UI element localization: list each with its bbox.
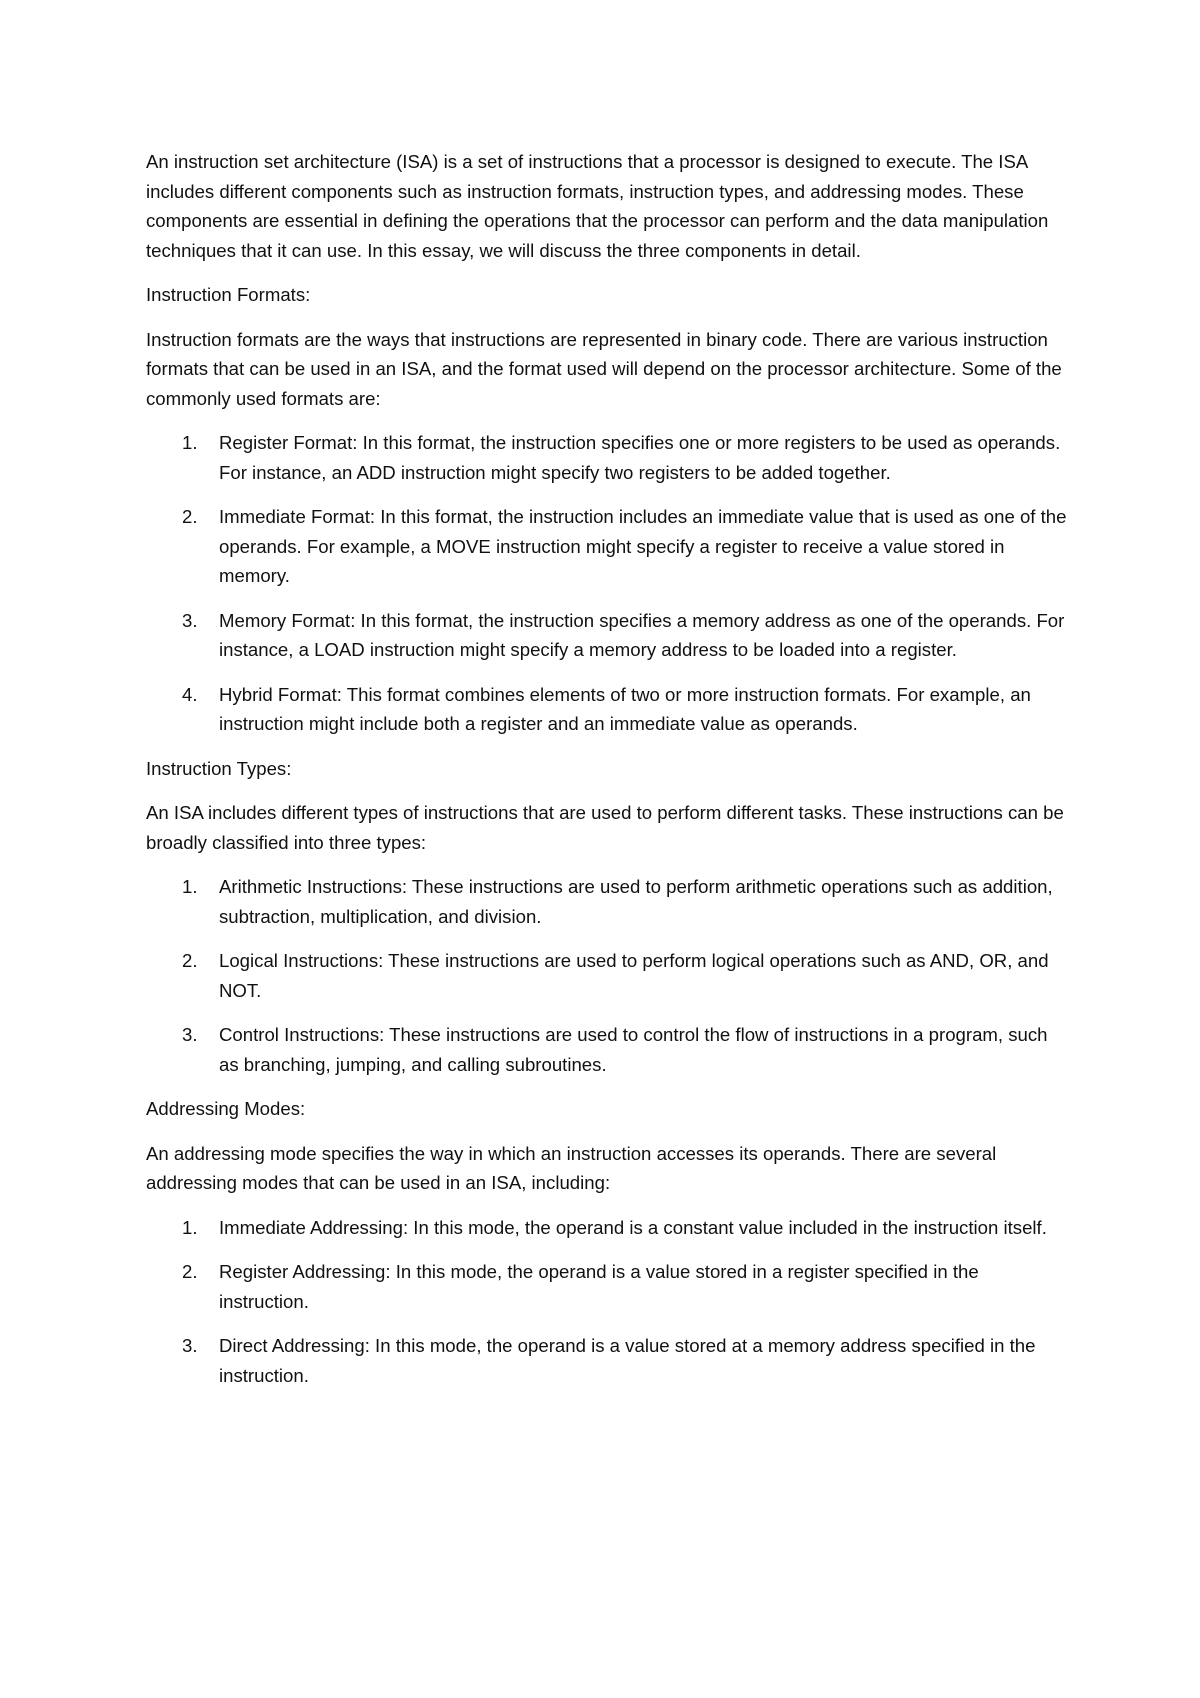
list-number: 2. xyxy=(182,506,198,527)
list-item xyxy=(146,872,1071,931)
list-item xyxy=(146,1257,1071,1316)
list-item-text: Register Format: In this format, the instruction specifies one or more registers to be used as operands. For instance, an ADD instruction might specify two registers to be added together. xyxy=(219,432,1061,483)
list-item-text: Immediate Addressing: In this mode, the operand is a constant value included in the instruction itself. xyxy=(219,1216,1047,1238)
list-item-text: Immediate Format: In this format, the instruction includes an immediate value that is used as one of the operands. For example, a MOVE instruction might specify a register to receive a value stored in memory. xyxy=(219,506,1067,586)
list-item xyxy=(146,680,1071,739)
list-item-text: Memory Format: In this format, the instruction specifies a memory address as one of the operands. For instance, a LOAD instruction might specify a memory address to be loaded into a register. xyxy=(219,609,1065,660)
list-item xyxy=(146,1213,1071,1243)
list-item-text: Hybrid Format: This format combines elements of two or more instruction formats. For example, an instruction might include both a register and an immediate value as operands. xyxy=(219,683,1031,734)
list-item xyxy=(146,502,1071,591)
intro-paragraph: An instruction set architecture (ISA) is a set of instructions that a processor is designed to execute. The ISA includes different components such as instruction formats, instruction types, and addressing modes. These components are essential in defining the operations that the processor can perform and the data manipulation techniques that it can use. In this essay, we will discuss the three components in detail. xyxy=(146,151,1049,261)
section-paragraph-formats: Instruction formats are the ways that instructions are represented in binary code. There are various instruction formats that can be used in an ISA, and the format used will depend on the processor architecture. Some of the commonly used formats are: xyxy=(146,328,1062,409)
list-number: 1. xyxy=(182,432,198,453)
formats-list xyxy=(146,428,1071,739)
section-heading-formats: Instruction Formats: xyxy=(146,284,311,305)
list-item xyxy=(146,1331,1071,1390)
list-item-text: Control Instructions: These instructions are used to control the flow of instructions in a program, such as branching, jumping, and calling subroutines. xyxy=(219,1024,1048,1075)
list-item-text: Logical Instructions: These instructions are used to perform logical operations such as AND, OR, and NOT. xyxy=(219,950,1049,1001)
document-body xyxy=(146,147,1071,1405)
list-item xyxy=(146,1020,1071,1079)
list-number: 3. xyxy=(182,609,198,631)
list-item xyxy=(146,946,1071,1005)
list-number: 1. xyxy=(182,1216,198,1238)
list-item-text: Register Addressing: In this mode, the operand is a value stored in a register specified in the instruction. xyxy=(219,1261,979,1312)
list-number: 4. xyxy=(182,683,198,705)
list-number: 1. xyxy=(182,876,198,897)
list-item xyxy=(146,606,1071,665)
list-number: 2. xyxy=(182,950,198,971)
section-paragraph-addressing: An addressing mode specifies the way in which an instruction accesses its operands. There are several addressing modes that can be used in an ISA, including: xyxy=(146,1142,997,1193)
section-paragraph-types: An ISA includes different types of instructions that are used to perform different tasks. These instructions can be broadly classified into three types: xyxy=(146,802,1064,853)
list-number: 2. xyxy=(182,1261,198,1282)
list-number: 3. xyxy=(182,1335,198,1356)
list-number: 3. xyxy=(182,1024,198,1045)
types-list xyxy=(146,872,1071,1079)
addressing-list xyxy=(146,1213,1071,1391)
list-item-text: Direct Addressing: In this mode, the operand is a value stored at a memory address specified in the instruction. xyxy=(219,1335,1036,1386)
section-heading-types: Instruction Types: xyxy=(146,757,292,779)
list-item xyxy=(146,428,1071,487)
section-heading-addressing: Addressing Modes: xyxy=(146,1098,306,1119)
list-item-text: Arithmetic Instructions: These instructions are used to perform arithmetic operations such as addition, subtraction, multiplication, and division. xyxy=(219,876,1053,927)
